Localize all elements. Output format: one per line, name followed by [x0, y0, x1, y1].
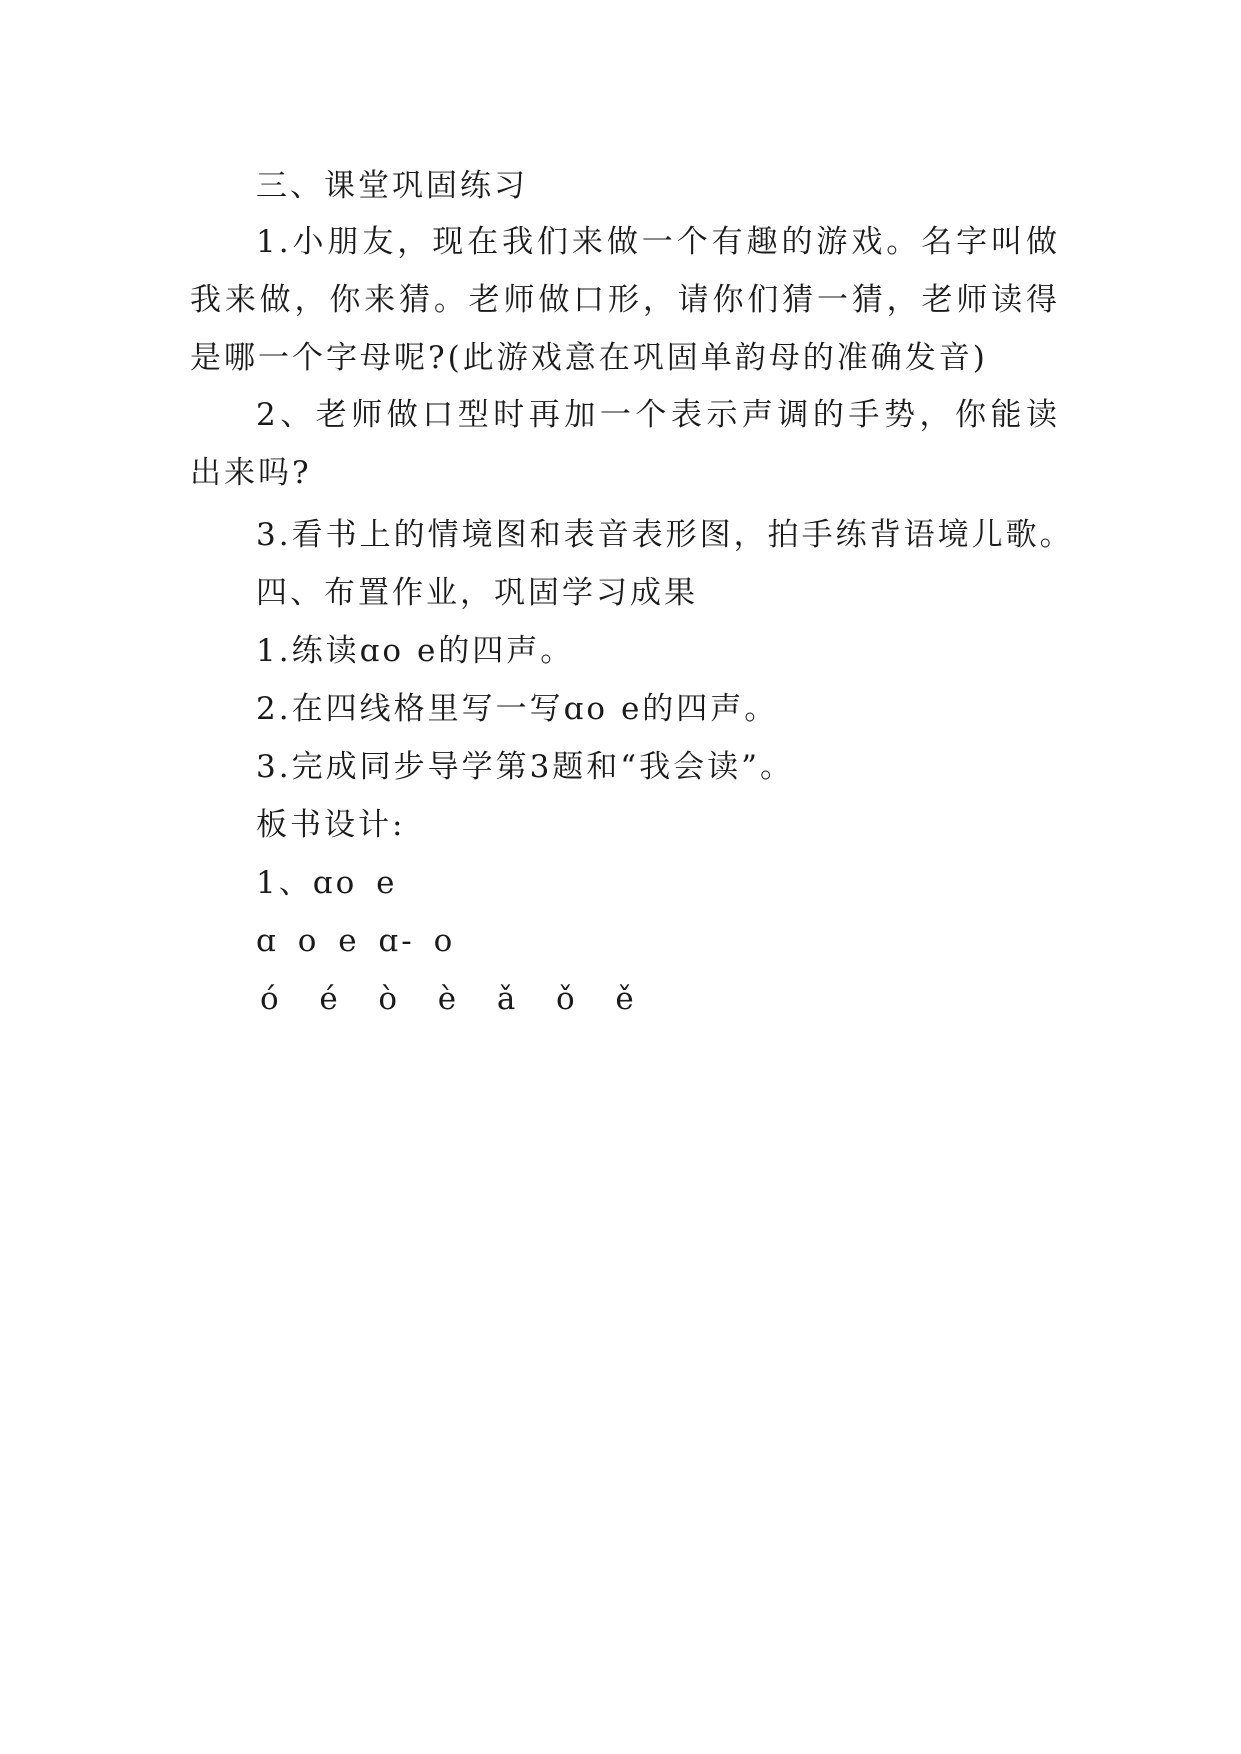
section-four-heading: 四、布置作业，巩固学习成果 — [256, 575, 698, 611]
homework-item-3: 3.完成同步导学第3题和“我会读”。 — [256, 749, 794, 785]
board-line-2: ɑ o e ɑ- o — [256, 923, 456, 959]
section-three-heading: 三、课堂巩固练习 — [256, 168, 528, 204]
board-line-3: ó é ò è ǎ ǒ ě — [260, 981, 637, 1017]
homework-item-2: 2.在四线格里写一写ɑo e的四声。 — [256, 691, 779, 727]
item-3-paragraph: 3.看书上的情境图和表音表形图，拍手练背语境儿歌。 — [256, 517, 1074, 553]
board-design-label: 板书设计: — [256, 807, 406, 843]
item-1-paragraph: 1.小朋友，现在我们来做一个有趣的游戏。名字叫做我来做，你来猜。老师做口形，请你们猜一猜，老师读得是哪一个字母呢?(此游戏意在巩固单韵母的准确发音) — [190, 224, 1060, 376]
item-2-paragraph: 2、老师做口型时再加一个表示声调的手势，你能读出来吗? — [190, 397, 1060, 491]
board-line-1: 1、ɑo e — [256, 865, 398, 901]
homework-item-1: 1.练读ɑo e的四声。 — [256, 633, 575, 669]
